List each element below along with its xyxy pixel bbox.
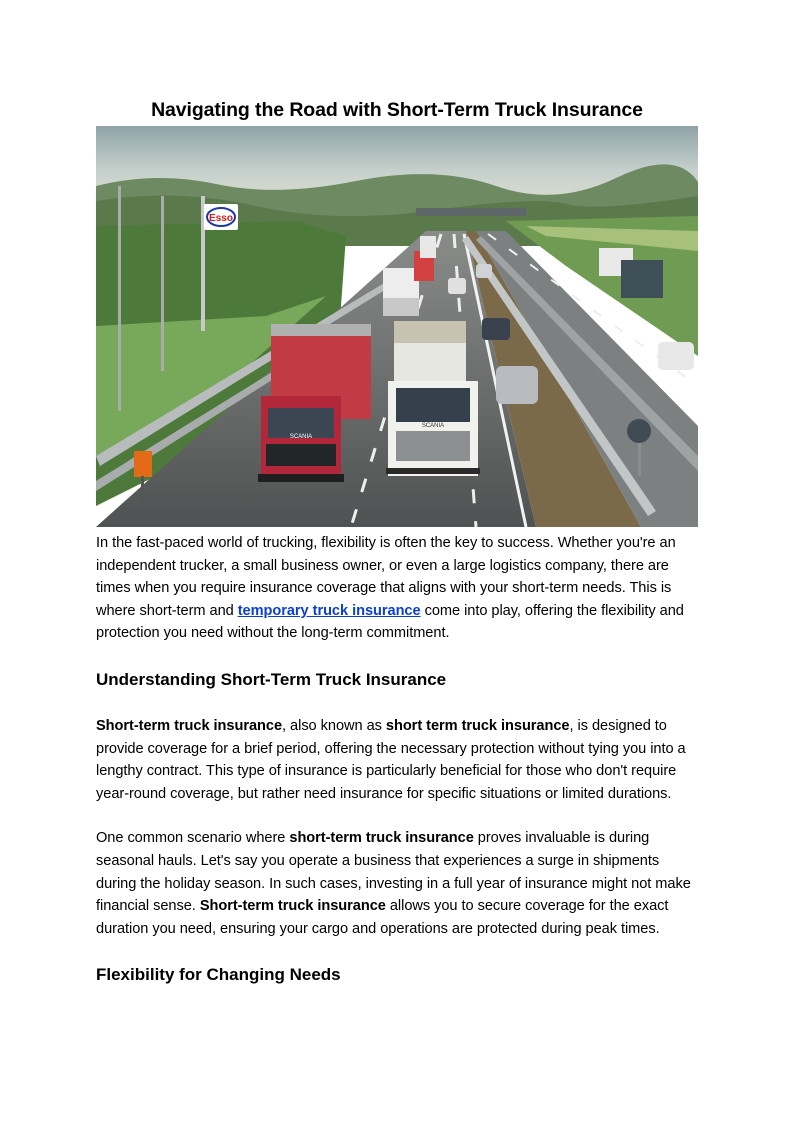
highway-trucks-photo [96,126,698,527]
section-heading-flexibility: Flexibility for Changing Needs [96,965,341,985]
document-page [96,96,698,987]
bold-term: Short-term truck insurance [96,717,283,734]
page-title: Navigating the Road with Short-Term Truck Insurance [151,99,643,121]
esso-sign-text: Esso [209,213,233,224]
bold-term: Short-term truck insurance [199,898,386,915]
section-heading-understanding: Understanding Short-Term Truck Insurance [96,669,447,689]
intro-paragraph [96,532,698,645]
intro-text-after: come into play, offering the flexibility and protection you need without the long-term commitment. [96,602,684,642]
white-truck-brand: SCANIA [421,423,445,429]
red-truck-brand: SCANIA [289,434,313,440]
paragraph-text: , is designed to provide coverage for a brief period, offering the necessary protection without tying you into a lengthy contract. This type of insurance is particularly beneficial for those who don't require year-round coverage, but rather need insurance for specific situations or limited durations. [96,717,686,802]
paragraph-text: One common scenario where [96,830,290,847]
temporary-truck-insurance-link[interactable]: temporary truck insurance [237,602,421,619]
bold-term: short-term truck insurance [289,830,474,847]
intro-text-before: In the fast-paced world of trucking, flexibility is often the key to success. Whether you're an independent trucker, a small business owner, or even a large logistics company, there are times when you require insurance coverage that aligns with your short-term needs. This is where short-term and [96,535,676,619]
paragraph-text: proves invaluable is during seasonal hauls. Let's say you operate a business that experiences a surge in shipments during the holiday season. In such cases, investing in a full year of insurance might not make financial sense. [96,830,691,915]
seasonal-paragraph [96,827,698,940]
understanding-paragraph [96,715,698,805]
bold-term: short term truck insurance [385,717,570,734]
paragraph-text: allows you to secure coverage for the exact duration you need, ensuring your cargo and operations are protected during peak times. [96,898,669,937]
paragraph-text: , also known as [282,717,386,734]
